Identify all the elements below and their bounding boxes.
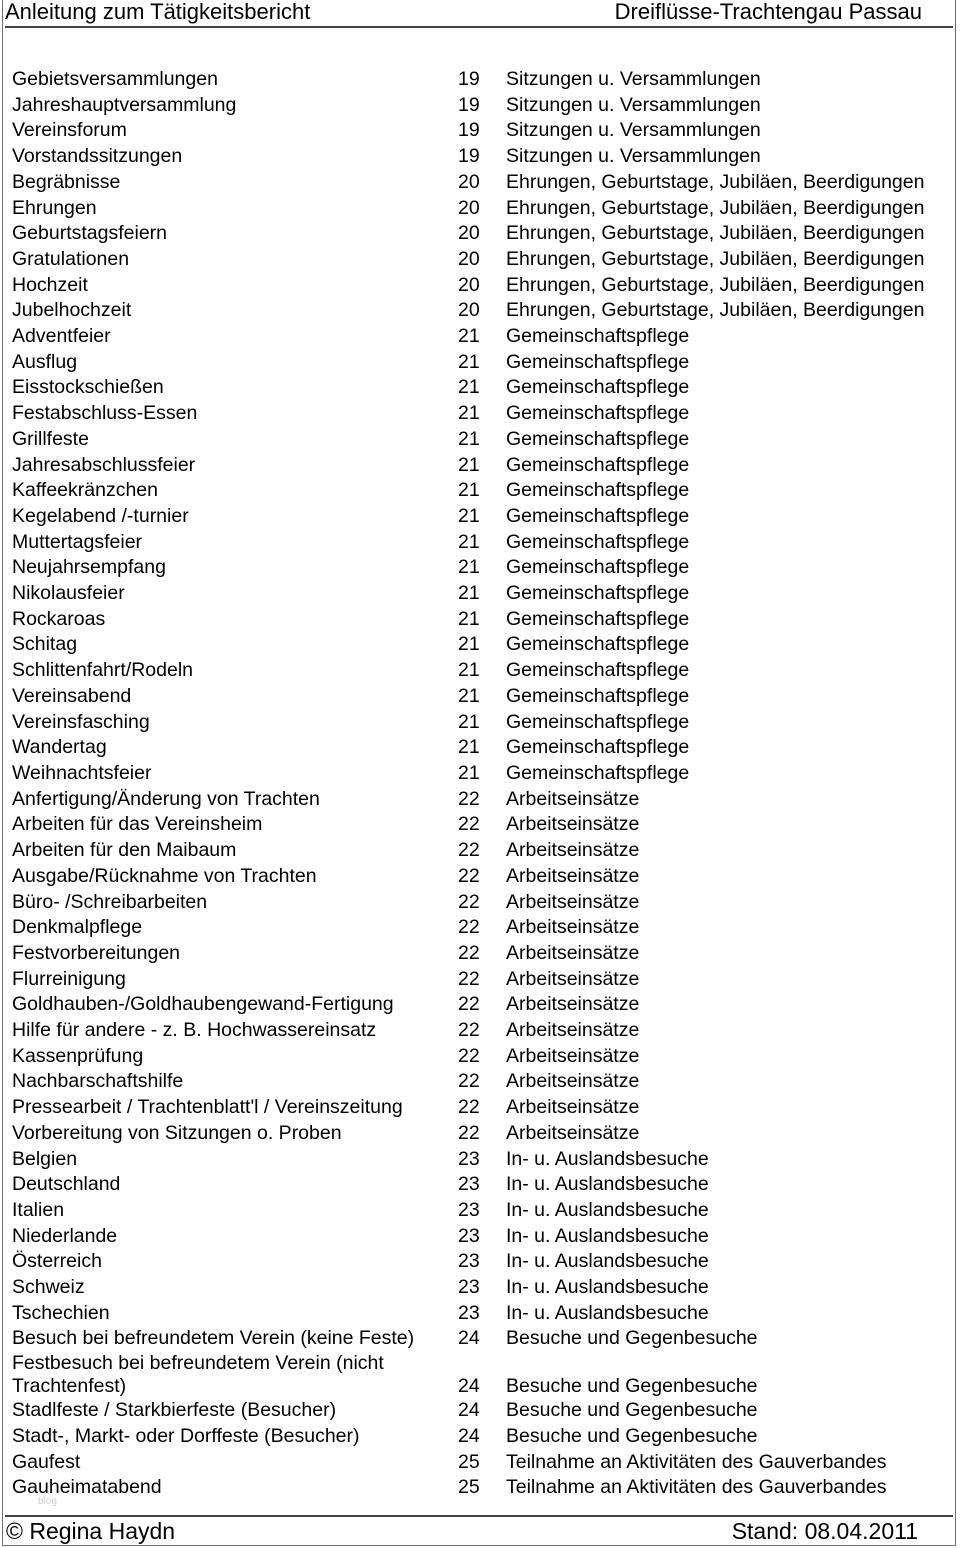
section-number-cell: 24 [458, 1327, 480, 1350]
activity-cell: Festvorbereitungen [12, 941, 181, 964]
category-cell: Besuche und Gegenbesuche [506, 1399, 758, 1422]
category-cell: Arbeitseinsätze [506, 941, 640, 964]
footer-author: © Regina Haydn [6, 1518, 176, 1544]
table-row [12, 170, 952, 196]
category-cell: Gemeinschaftspflege [506, 530, 690, 553]
section-number-cell: 19 [458, 119, 480, 142]
table-row [12, 761, 952, 787]
activity-cell: Grillfeste [12, 427, 89, 450]
activity-cell: Österreich [12, 1250, 102, 1273]
watermark: blog [38, 1496, 57, 1507]
table-row [12, 890, 952, 916]
category-cell: Gemeinschaftspflege [506, 556, 690, 579]
section-number-cell: 21 [458, 684, 480, 707]
category-cell: Gemeinschaftspflege [506, 350, 690, 373]
category-cell: Gemeinschaftspflege [506, 453, 690, 476]
section-number-cell: 21 [458, 530, 480, 553]
section-number-cell: 23 [458, 1301, 480, 1324]
section-number-cell: 23 [458, 1147, 480, 1170]
category-cell: Gemeinschaftspflege [506, 479, 690, 502]
activity-cell: Schlittenfahrt/Rodeln [12, 659, 194, 682]
section-number-cell: 22 [458, 916, 480, 939]
section-number-cell: 24 [458, 1399, 480, 1422]
category-cell: Besuche und Gegenbesuche [506, 1424, 758, 1447]
activity-cell: Hilfe für andere - z. B. Hochwassereinsatz [12, 1019, 377, 1042]
activity-cell: Hochzeit [12, 273, 88, 296]
table-row [12, 1424, 952, 1450]
category-cell: Ehrungen, Geburtstage, Jubiläen, Beerdigungen [506, 170, 925, 193]
category-cell: Arbeitseinsätze [506, 993, 640, 1016]
category-cell: Sitzungen u. Versammlungen [506, 119, 761, 142]
table-row [12, 350, 952, 376]
activity-cell: Goldhauben-/Goldhaubengewand-Fertigung [12, 993, 394, 1016]
page-header [0, 0, 960, 28]
activity-cell: Deutschland [12, 1173, 121, 1196]
section-number-cell: 20 [458, 247, 480, 270]
table-row [12, 221, 952, 247]
section-number-cell: 20 [458, 196, 480, 219]
section-number-cell: 21 [458, 761, 480, 784]
activity-cell: Besuch bei befreundetem Verein (keine Feste) [12, 1327, 415, 1350]
section-number-cell: 21 [458, 582, 480, 605]
activity-cell: Nachbarschaftshilfe [12, 1070, 184, 1093]
document-title: Anleitung zum Tätigkeitsbericht [5, 0, 311, 24]
section-number-cell: 21 [458, 376, 480, 399]
section-number-cell: 21 [458, 710, 480, 733]
table-row [12, 1121, 952, 1147]
section-number-cell: 24 [458, 1424, 480, 1447]
activity-cell: Gebietsversammlungen [12, 68, 218, 90]
category-cell: Arbeitseinsätze [506, 1070, 640, 1093]
activity-table [12, 67, 952, 1501]
table-row [12, 1249, 952, 1275]
table-row [12, 478, 952, 504]
section-number-cell: 21 [458, 325, 480, 348]
category-cell: Ehrungen, Geburtstage, Jubiläen, Beerdigungen [506, 299, 925, 322]
category-cell: Gemeinschaftspflege [506, 325, 690, 348]
activity-cell: Gauheimatabend [12, 1476, 162, 1499]
section-number-cell: 19 [458, 145, 480, 168]
activity-cell: Anfertigung/Änderung von Trachten [12, 787, 320, 810]
category-cell: Teilnahme an Aktivitäten des Gauverbandes [506, 1450, 887, 1473]
activity-cell: Arbeiten für das Vereinsheim [12, 813, 263, 836]
category-cell: Arbeitseinsätze [506, 1044, 640, 1067]
section-number-cell: 23 [458, 1198, 480, 1221]
section-number-cell: 22 [458, 1044, 480, 1067]
activity-cell: Schweiz [12, 1276, 85, 1299]
category-cell: Besuche und Gegenbesuche [506, 1375, 758, 1398]
section-number-cell: 25 [458, 1450, 480, 1473]
section-number-cell: 23 [458, 1173, 480, 1196]
section-number-cell: 22 [458, 813, 480, 836]
section-number-cell: 22 [458, 1070, 480, 1093]
section-number-cell: 23 [458, 1224, 480, 1247]
table-row [12, 812, 952, 838]
activity-cell: Stadt-, Markt- oder Dorffeste (Besucher) [12, 1424, 360, 1447]
category-cell: Arbeitseinsätze [506, 967, 640, 990]
activity-cell: Neujahrsempfang [12, 556, 166, 579]
category-cell: Arbeitseinsätze [506, 839, 640, 862]
table-row [12, 247, 952, 273]
category-cell: In- u. Auslandsbesuche [506, 1173, 709, 1196]
table-row [12, 1147, 952, 1173]
category-cell: Arbeitseinsätze [506, 916, 640, 939]
table-row [12, 196, 952, 222]
table-row [12, 1301, 952, 1327]
activity-cell: Denkmalpflege [12, 916, 143, 939]
table-row [12, 581, 952, 607]
category-cell: Arbeitseinsätze [506, 864, 640, 887]
category-cell: In- u. Auslandsbesuche [506, 1198, 709, 1221]
activity-cell: Jahresabschlussfeier [12, 453, 196, 476]
table-row [12, 144, 952, 170]
section-number-cell: 22 [458, 1096, 480, 1119]
activity-cell: Belgien [12, 1147, 78, 1170]
table-row [12, 787, 952, 813]
section-number-cell: 19 [458, 93, 480, 116]
category-cell: Arbeitseinsätze [506, 890, 640, 913]
category-cell: Besuche und Gegenbesuche [506, 1327, 758, 1350]
category-cell: Gemeinschaftspflege [506, 761, 690, 784]
activity-cell: Niederlande [12, 1224, 118, 1247]
table-row [12, 324, 952, 350]
category-cell: Ehrungen, Geburtstage, Jubiläen, Beerdigungen [506, 273, 925, 296]
table-row [12, 1069, 952, 1095]
table-row [12, 967, 952, 993]
table-row [12, 1018, 952, 1044]
table-row [12, 1326, 952, 1352]
table-row [12, 941, 952, 967]
category-cell: Sitzungen u. Versammlungen [506, 93, 761, 116]
activity-cell: Geburtstagsfeiern [12, 222, 168, 245]
category-cell: Gemeinschaftspflege [506, 427, 690, 450]
header-divider [5, 26, 953, 28]
category-cell: Gemeinschaftspflege [506, 607, 690, 630]
category-cell: In- u. Auslandsbesuche [506, 1276, 709, 1299]
section-number-cell: 22 [458, 941, 480, 964]
section-number-cell: 21 [458, 633, 480, 656]
activity-cell: Vorstandssitzungen [12, 145, 183, 168]
category-cell: Gemeinschaftspflege [506, 633, 690, 656]
section-number-cell: 24 [458, 1375, 480, 1398]
activity-cell: Kaffeekränzchen [12, 479, 158, 502]
activity-cell: Gratulationen [12, 247, 130, 270]
table-row [12, 555, 952, 581]
category-cell: Arbeitseinsätze [506, 787, 640, 810]
activity-cell: Ehrungen [12, 196, 97, 219]
table-row [12, 375, 952, 401]
table-row [12, 273, 952, 299]
table-row [12, 864, 952, 890]
organization-title: Dreiflüsse-Trachtengau Passau [614, 0, 922, 24]
activity-cell: Jahreshauptversammlung [12, 93, 237, 116]
activity-cell: Pressearbeit / Trachtenblatt'l / Vereinszeitung [12, 1096, 403, 1119]
category-cell: Ehrungen, Geburtstage, Jubiläen, Beerdigungen [506, 247, 925, 270]
section-number-cell: 21 [458, 427, 480, 450]
table-row [12, 530, 952, 556]
table-row [12, 1275, 952, 1301]
table-row [12, 1044, 952, 1070]
activity-cell: Büro- /Schreibarbeiten [12, 890, 208, 913]
category-cell: Teilnahme an Aktivitäten des Gauverbandes [506, 1476, 887, 1499]
activity-cell: Ausflug [12, 350, 78, 373]
table-row [12, 915, 952, 941]
table-row [12, 504, 952, 530]
section-number-cell: 21 [458, 556, 480, 579]
section-number-cell: 20 [458, 273, 480, 296]
category-cell: Arbeitseinsätze [506, 813, 640, 836]
activity-cell: Muttertagsfeier [12, 530, 143, 553]
category-cell: In- u. Auslandsbesuche [506, 1147, 709, 1170]
activity-cell: Festabschluss-Essen [12, 402, 198, 425]
section-number-cell: 21 [458, 350, 480, 373]
category-cell: Gemeinschaftspflege [506, 710, 690, 733]
section-number-cell: 21 [458, 402, 480, 425]
category-cell: Gemeinschaftspflege [506, 376, 690, 399]
table-row [12, 298, 952, 324]
activity-cell: Kegelabend /-turnier [12, 504, 189, 527]
activity-cell: Stadlfeste / Starkbierfeste (Besucher) [12, 1399, 337, 1422]
activity-cell: Begräbnisse [12, 170, 121, 193]
table-row [12, 427, 952, 453]
activity-cell: Schitag [12, 633, 78, 656]
category-cell: Gemeinschaftspflege [506, 504, 690, 527]
category-cell: Arbeitseinsätze [506, 1019, 640, 1042]
section-number-cell: 23 [458, 1250, 480, 1273]
activity-cell: Italien [12, 1198, 65, 1221]
table-row [12, 1475, 952, 1501]
section-number-cell: 21 [458, 736, 480, 759]
table-row [12, 735, 952, 761]
section-number-cell: 21 [458, 504, 480, 527]
category-cell: Gemeinschaftspflege [506, 402, 690, 425]
section-number-cell: 21 [458, 453, 480, 476]
activity-cell: Eisstockschießen [12, 376, 164, 399]
category-cell: Gemeinschaftspflege [506, 684, 690, 707]
activity-cell: Festbesuch bei befreundetem Verein (nicht Trachtenfest) [12, 1352, 384, 1398]
category-cell: In- u. Auslandsbesuche [506, 1250, 709, 1273]
activity-cell: Gaufest [12, 1450, 81, 1473]
table-row [12, 1172, 952, 1198]
activity-cell: Arbeiten für den Maibaum [12, 839, 237, 862]
table-row [12, 118, 952, 144]
section-number-cell: 22 [458, 839, 480, 862]
activity-cell: Vereinsforum [12, 119, 127, 142]
activity-cell: Vereinsabend [12, 684, 132, 707]
category-cell: Arbeitseinsätze [506, 1096, 640, 1119]
section-number-cell: 20 [458, 170, 480, 193]
category-cell: Gemeinschaftspflege [506, 659, 690, 682]
table-row [12, 710, 952, 736]
activity-cell: Ausgabe/Rücknahme von Trachten [12, 864, 317, 887]
table-row [12, 67, 952, 93]
category-cell: Sitzungen u. Versammlungen [506, 145, 761, 168]
activity-cell: Flurreinigung [12, 967, 126, 990]
activity-cell: Adventfeier [12, 325, 111, 348]
category-cell: In- u. Auslandsbesuche [506, 1301, 709, 1324]
footer-date: Stand: 08.04.2011 [731, 1518, 918, 1544]
table-row [12, 1352, 952, 1398]
section-number-cell: 19 [458, 68, 480, 90]
section-number-cell: 22 [458, 1019, 480, 1042]
category-cell: Gemeinschaftspflege [506, 582, 690, 605]
table-row [12, 453, 952, 479]
section-number-cell: 23 [458, 1276, 480, 1299]
section-number-cell: 25 [458, 1476, 480, 1499]
activity-cell: Rockaroas [12, 607, 106, 630]
activity-cell: Jubelhochzeit [12, 299, 132, 322]
section-number-cell: 22 [458, 993, 480, 1016]
section-number-cell: 20 [458, 299, 480, 322]
section-number-cell: 21 [458, 659, 480, 682]
category-cell: Sitzungen u. Versammlungen [506, 68, 761, 90]
category-cell: Arbeitseinsätze [506, 1121, 640, 1144]
section-number-cell: 22 [458, 890, 480, 913]
table-row [12, 658, 952, 684]
table-row [12, 992, 952, 1018]
table-row [12, 1198, 952, 1224]
activity-cell: Tschechien [12, 1301, 110, 1324]
table-row [12, 838, 952, 864]
table-row [12, 93, 952, 119]
section-number-cell: 21 [458, 479, 480, 502]
section-number-cell: 22 [458, 787, 480, 810]
section-number-cell: 21 [458, 607, 480, 630]
category-cell: Ehrungen, Geburtstage, Jubiläen, Beerdigungen [506, 222, 925, 245]
table-row [12, 1095, 952, 1121]
table-row [12, 607, 952, 633]
activity-cell: Vereinsfasching [12, 710, 150, 733]
table-row [12, 1450, 952, 1476]
table-row [12, 632, 952, 658]
category-cell: Gemeinschaftspflege [506, 736, 690, 759]
section-number-cell: 22 [458, 967, 480, 990]
activity-cell: Vorbereitung von Sitzungen o. Proben [12, 1121, 342, 1144]
table-row [12, 1224, 952, 1250]
table-row [12, 684, 952, 710]
category-cell: In- u. Auslandsbesuche [506, 1224, 709, 1247]
activity-cell: Nikolausfeier [12, 582, 125, 605]
table-row [12, 1398, 952, 1424]
footer-divider [5, 1515, 953, 1517]
section-number-cell: 20 [458, 222, 480, 245]
activity-cell: Kassenprüfung [12, 1044, 144, 1067]
section-number-cell: 22 [458, 864, 480, 887]
activity-cell: Wandertag [12, 736, 107, 759]
section-number-cell: 22 [458, 1121, 480, 1144]
table-row [12, 401, 952, 427]
activity-cell: Weihnachtsfeier [12, 761, 152, 784]
category-cell: Ehrungen, Geburtstage, Jubiläen, Beerdigungen [506, 196, 925, 219]
